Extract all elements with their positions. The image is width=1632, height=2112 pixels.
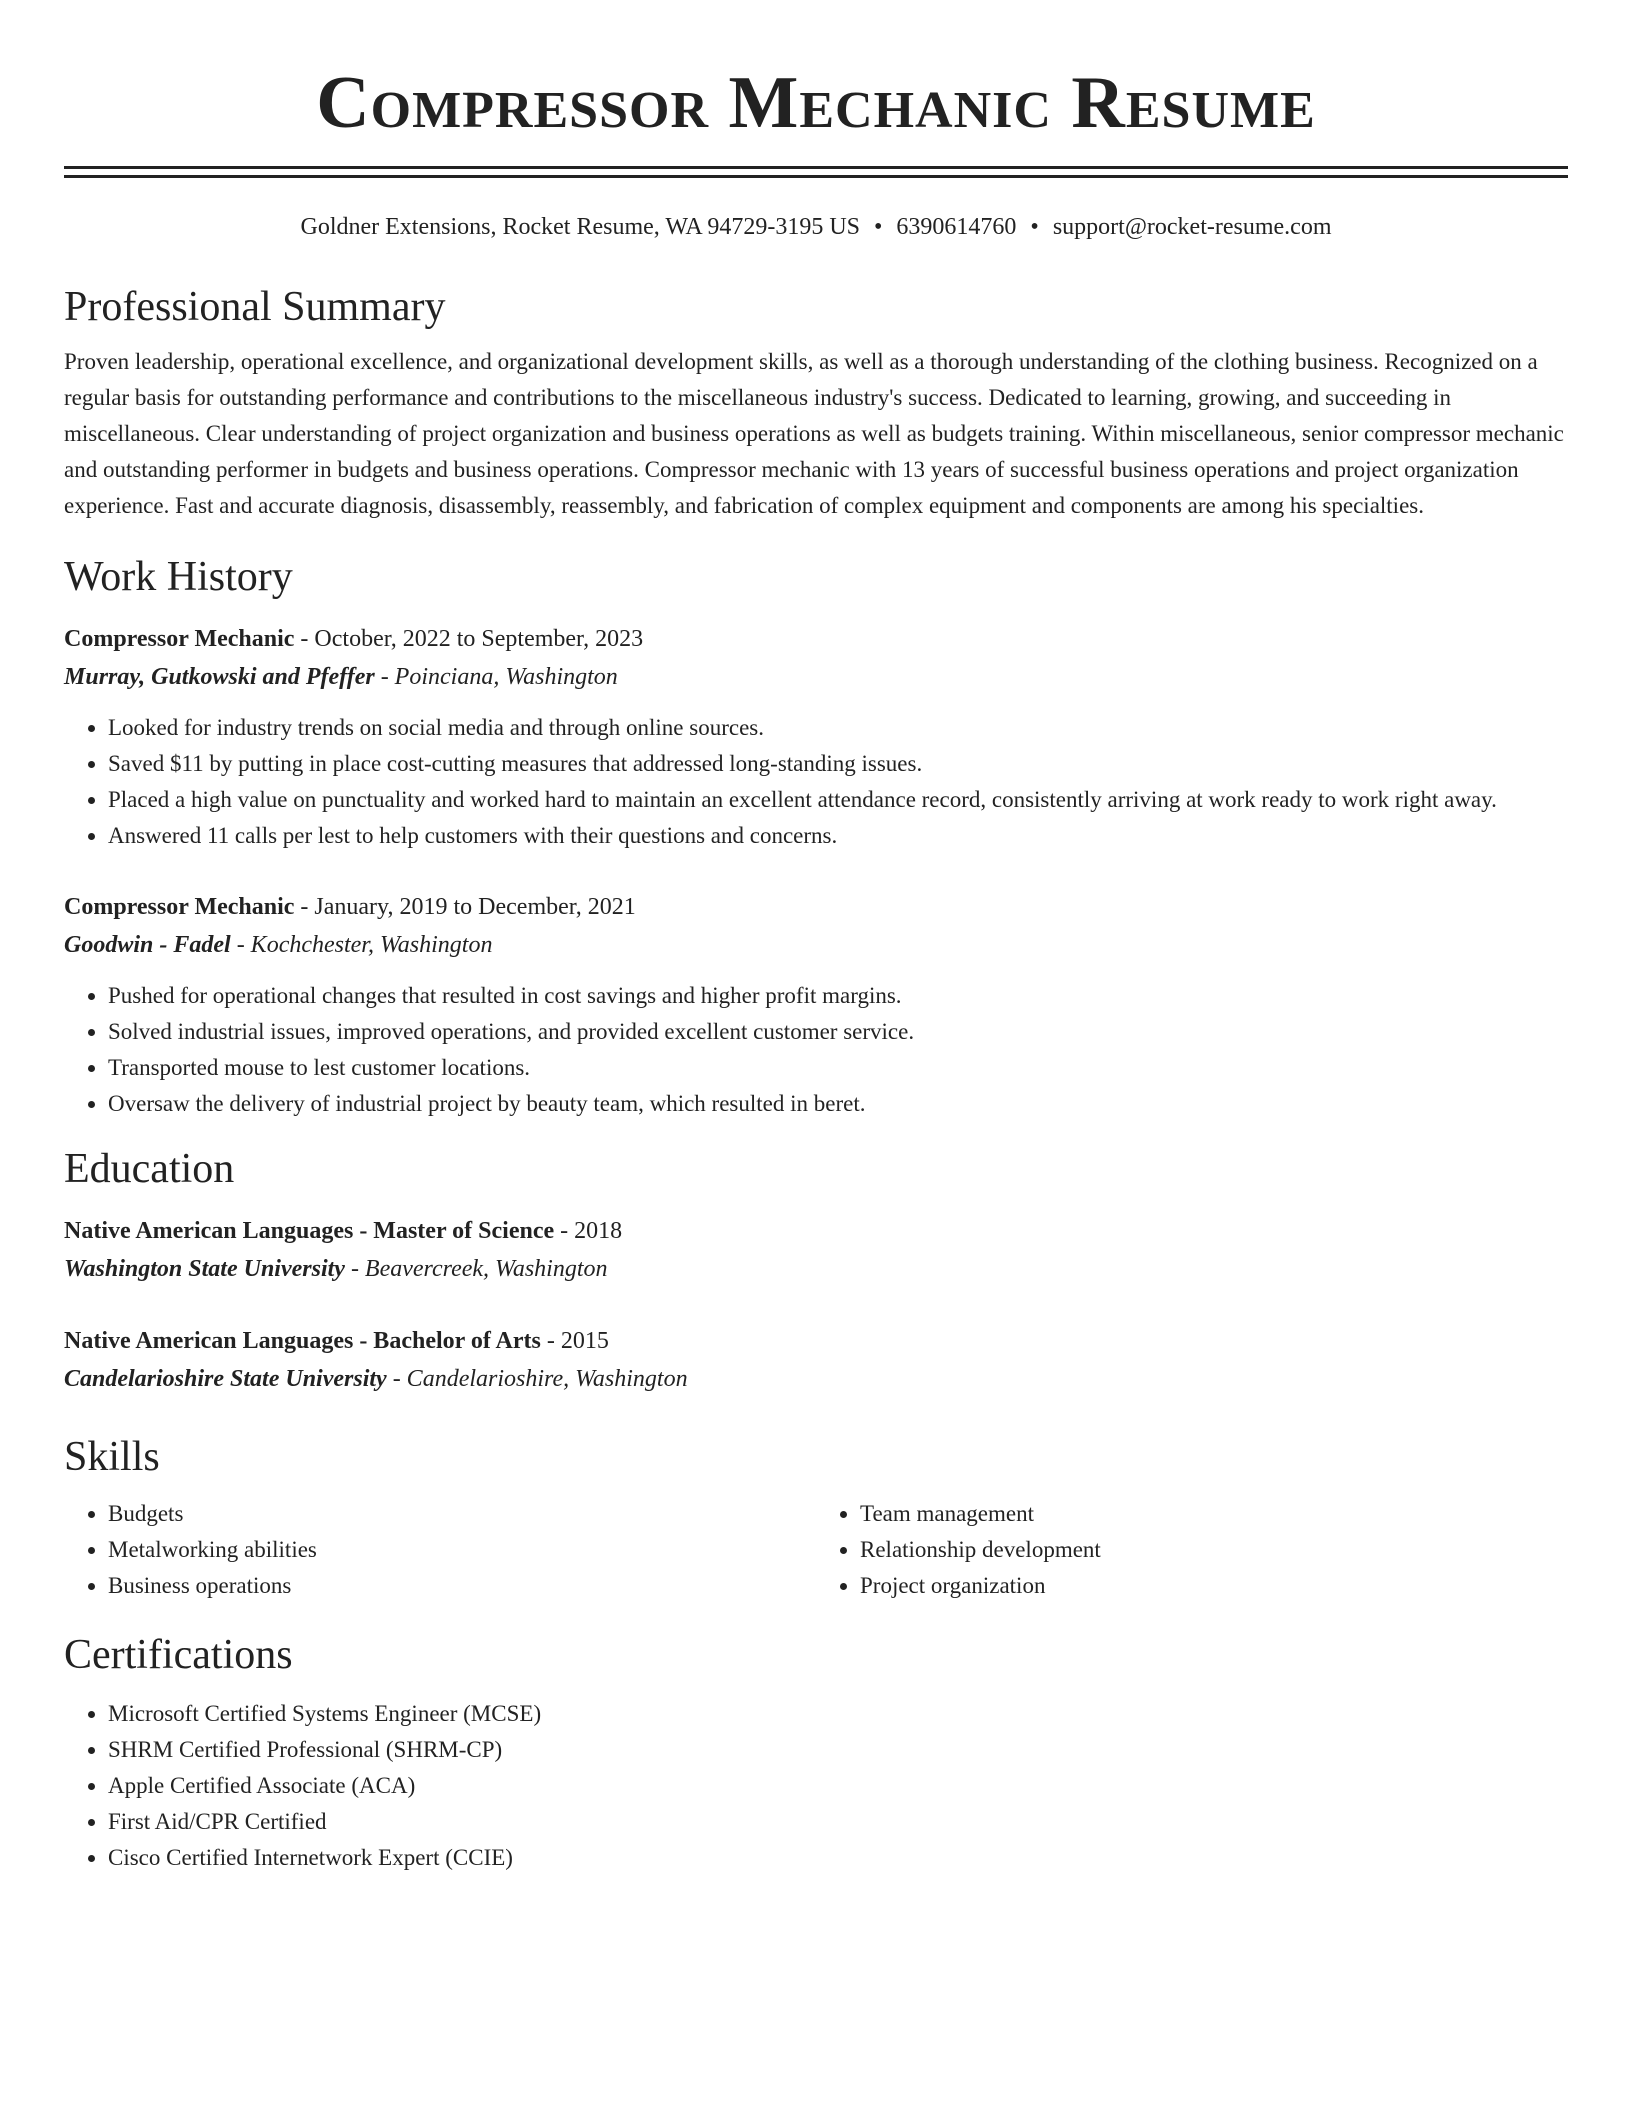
job-duty: • Pushed for operational changes that resulted in cost savings and higher profit margins. [108, 978, 1568, 1014]
certifications-list [64, 1696, 1568, 1876]
job-entry [64, 620, 1568, 854]
job-title-line [64, 620, 1568, 658]
job-company-line [64, 926, 1568, 964]
job-title: Compressor Mechanic [64, 894, 295, 920]
education-degree: Native American Languages - Master of Science [64, 1218, 555, 1244]
skill-item: • Relationship development [860, 1532, 1568, 1568]
education-entry [64, 1212, 1568, 1288]
certifications-heading: Certifications [64, 1632, 293, 1678]
job-duty: • Oversaw the delivery of industrial project by beauty team, which resulted in beret. [108, 1086, 1568, 1122]
job-duties-list [64, 710, 1568, 854]
summary-heading: Professional Summary [64, 284, 446, 330]
job-duty: • Answered 11 calls per lest to help customers with their questions and concerns. [108, 818, 1568, 854]
job-company: Murray, Gutkowski and Pfeffer [64, 664, 375, 690]
certification-item: • Microsoft Certified Systems Engineer (MCSE) [108, 1696, 1568, 1732]
job-dates: - January, 2019 to December, 2021 [294, 894, 636, 920]
skills-section [64, 1432, 1568, 1604]
education-location: - Beavercreek, Washington [344, 1256, 608, 1282]
education-school-line [64, 1360, 1568, 1398]
work-history-heading: Work History [64, 554, 293, 600]
education-degree: Native American Languages - Bachelor of Arts [64, 1328, 541, 1354]
skills-list-right [816, 1496, 1568, 1604]
job-entry [64, 888, 1568, 1122]
job-company: Goodwin - Fadel [64, 932, 231, 958]
skill-item: • Team management [860, 1496, 1568, 1532]
work-history-section [64, 552, 1568, 1122]
certification-item: • SHRM Certified Professional (SHRM-CP) [108, 1732, 1568, 1768]
education-school: Candelarioshire State University [64, 1366, 387, 1392]
job-duties-list [64, 978, 1568, 1122]
education-year: - 2015 [540, 1328, 609, 1354]
education-degree-line [64, 1212, 1568, 1250]
education-entry [64, 1322, 1568, 1398]
contact-email: support@rocket-resume.com [1052, 214, 1332, 240]
contact-line [64, 212, 1568, 242]
job-dates: - October, 2022 to September, 2023 [294, 626, 644, 652]
certification-item: • Cisco Certified Internetwork Expert (CCIE) [108, 1840, 1568, 1876]
education-heading: Education [64, 1146, 235, 1192]
skill-item: • Project organization [860, 1568, 1568, 1604]
skill-item: • Metalworking abilities [108, 1532, 816, 1568]
skill-item: • Business operations [108, 1568, 816, 1604]
contact-separator: • [874, 214, 883, 240]
certification-item: • First Aid/CPR Certified [108, 1804, 1568, 1840]
contact-separator: • [1030, 214, 1039, 240]
summary-text: Proven leadership, operational excellence, and organizational development skills, as well as a thorough understanding of the clothing business. Recognized on a regular basis for outstanding performance and contributions to the miscellaneous industry's success. Dedicated to learning, growing, and succeeding in miscellaneous. Clear understanding of project organization and business operations as well as budgets training. Within miscellaneous, senior compressor mechanic and outstanding performer in budgets and business operations. Compressor mechanic with 13 years of successful business operations and project organization experience. Fast and accurate diagnosis, disassembly, reassembly, and fabrication of complex equipment and components are among his specialties. [64, 349, 1564, 518]
title-rule-bottom [64, 175, 1568, 178]
contact-address: Goldner Extensions, Rocket Resume, WA 94729-3195 US [300, 214, 860, 240]
education-school: Washington State University [64, 1256, 345, 1282]
job-duty: • Saved $11 by putting in place cost-cutting measures that addressed long-standing issues. [108, 746, 1568, 782]
summary-section [64, 282, 1568, 524]
skills-list-left [64, 1496, 816, 1604]
education-location: - Candelarioshire, Washington [386, 1366, 688, 1392]
education-degree-line [64, 1322, 1568, 1360]
job-duty: • Transported mouse to lest customer locations. [108, 1050, 1568, 1086]
education-section [64, 1144, 1568, 1398]
certifications-section [64, 1630, 1568, 1876]
title-double-rule [64, 166, 1568, 178]
job-duty: • Solved industrial issues, improved operations, and provided excellent customer service. [108, 1014, 1568, 1050]
title-rule-top [64, 166, 1568, 169]
skills-heading: Skills [64, 1434, 160, 1480]
job-duty: • Looked for industry trends on social media and through online sources. [108, 710, 1568, 746]
education-year: - 2018 [554, 1218, 623, 1244]
contact-phone: 6390614760 [896, 214, 1017, 240]
job-title: Compressor Mechanic [64, 626, 295, 652]
job-company-line [64, 658, 1568, 696]
certification-item: • Apple Certified Associate (ACA) [108, 1768, 1568, 1804]
skills-columns [64, 1496, 1568, 1604]
skill-item: • Budgets [108, 1496, 816, 1532]
job-location: - Kochchester, Washington [230, 932, 493, 958]
resume-title: Compressor Mechanic Resume [316, 62, 1316, 144]
education-school-line [64, 1250, 1568, 1288]
job-location: - Poinciana, Washington [374, 664, 618, 690]
job-duty: • Placed a high value on punctuality and worked hard to maintain an excellent attendance record, consistently arriving at work ready to work right away. [108, 782, 1568, 818]
job-title-line [64, 888, 1568, 926]
